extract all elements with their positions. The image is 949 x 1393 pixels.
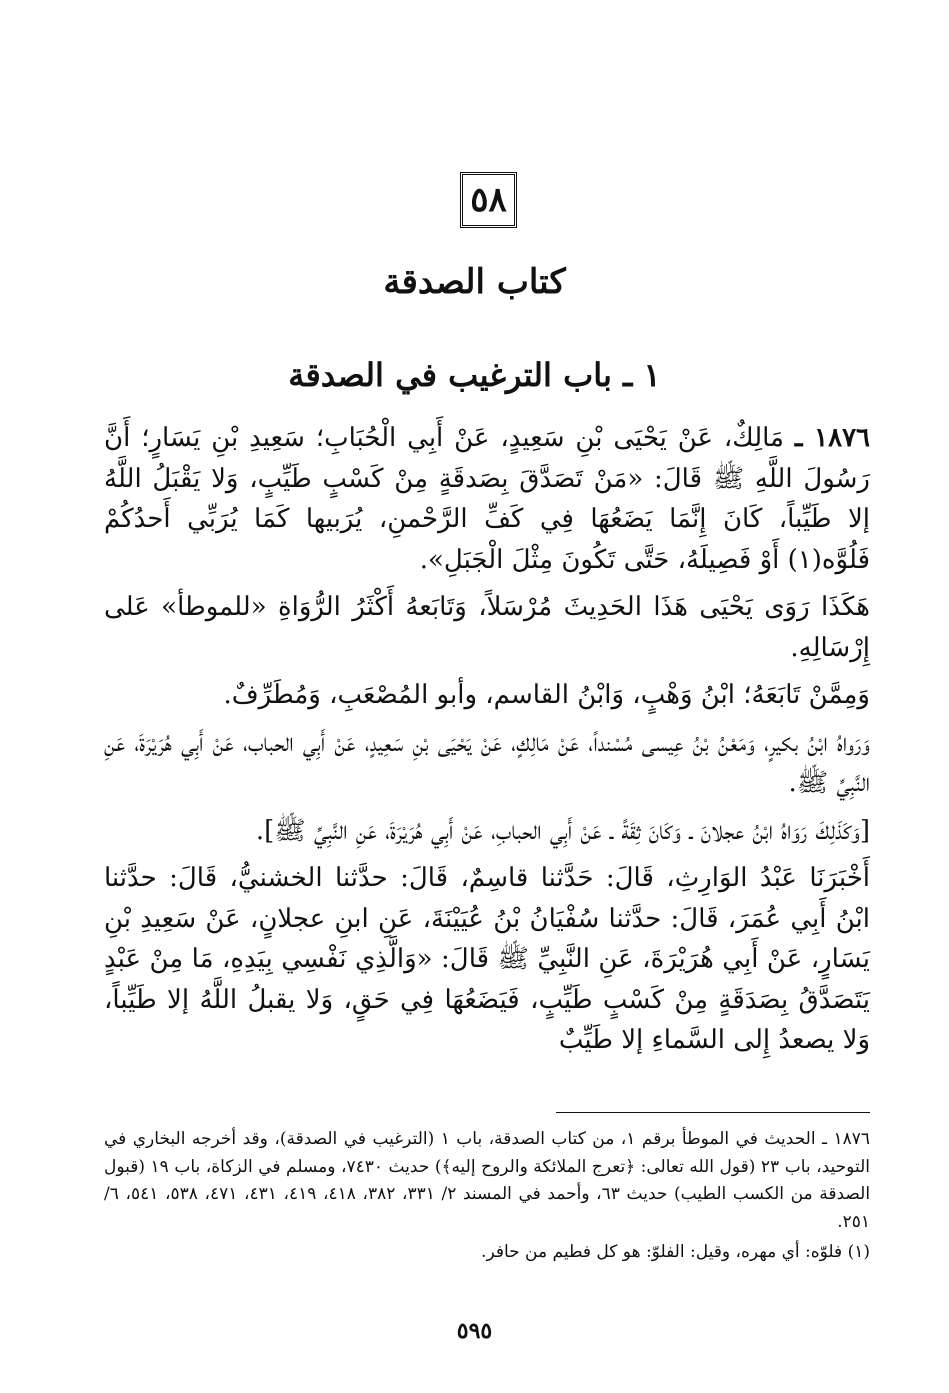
book-title: كتاب الصدقة xyxy=(383,262,566,302)
footnote: (١) فلوّه: أي مهره، وقيل: الفلوّ: هو كل فطيم من حافر. xyxy=(481,1242,870,1262)
chapter-number: ٥٨ xyxy=(470,180,507,220)
paragraph xyxy=(104,675,870,716)
paragraph xyxy=(104,723,870,804)
main-text xyxy=(104,418,870,1068)
hadith-number: ١٨٧٦ ـ xyxy=(794,423,870,453)
footnotes xyxy=(104,1126,870,1270)
paragraph-text: وَمِمَّنْ تَابَعَهُ؛ ابْنُ وَهْبٍ، وَابْنُ القاسم، وأبو المُصْعَبِ، وَمُطَرِّفٌ. xyxy=(223,680,870,710)
paragraph xyxy=(104,418,870,580)
paragraph xyxy=(104,811,870,852)
page-number: ٥٩٥ xyxy=(456,1318,493,1344)
chapter-heading: ١ ـ باب الترغيب في الصدقة xyxy=(288,356,661,394)
paragraph-text: وَرَواهُ ابْنُ بكيرٍ، وَمَعْنُ بْنُ عِيسى مُسْنداً، عَنْ مَالِكٍ، عَنْ يَحْيَى بْنِ سَعِيدٍ، عَنْ أَبِي الحباب، عَنْ أَبِي هُرَيْرَةَ، عَنِ النَّبِيِّ ﷺ. xyxy=(104,727,870,798)
paragraph-text: [وَكَذَلِكَ رَوَاهُ ابْنُ عجلانَ ـ وَكَانَ ثِقَةً ـ عَنْ أَبِي الحبابِ، عَنْ أَبِي هُرَيْرَةَ، عَنِ النَّبِيِّ ﷺ]. xyxy=(255,815,870,846)
paragraph-text: أَخْبَرَنَا عَبْدُ الوَارِثِ، قَالَ: حَدَّثنا قاسِمٌ، قَالَ: حدَّثنا الخشنيُّ، قَالَ: حدَّثنا ابْنُ أَبِي عُمَرَ، قَالَ: حدَّثنا سُفْيَانُ بْنُ عُيَيْنَةَ، عَنِ ابنِ عجلانٍ، عَنْ سَعِيدِ بْنِ يَسَارٍ، عَنْ أَبِي هُرَيْرَةَ، عَنِ النَّبِيِّ ﷺ قَالَ: «وَالَّذِي نَفْسِي بِيَدِهِ، مَا مِنْ عَبْدٍ يَتَصَدَّقُ بِصَدَقَةٍ مِنْ كَسْبٍ طَيِّبٍ، فَيَضَعُهَا فِي حَقٍ، وَلا يقبلُ اللَّهُ إلا طَيِّباً، وَلا يصعدُ إِلى السَّماءِ إلا طَيِّبٌ xyxy=(104,863,870,1055)
paragraph xyxy=(104,858,870,1061)
chapter-number-box xyxy=(460,172,517,228)
footnote-divider xyxy=(556,1112,870,1113)
paragraph-text: هَكَذَا رَوَى يَحْيَى هَذَا الحَدِيثَ مُرْسَلاً، وَتَابَعهُ أَكْثَرُ الرُّوَاةِ «للموطأ» عَلى إِرْسَالِهِ. xyxy=(104,592,870,663)
footnote: ١٨٧٦ ـ الحديث في الموطأ برقم ١، من كتاب الصدقة، باب ١ (الترغيب في الصدقة)، وقد أخرجه البخاري في التوحيد، باب ٢٣ (قول الله تعالى: ﴿تعرج الملائكة والروح إليه﴾) حديث ٧٤٣٠، ومسلم في الزكاة، باب ١٩ (قبول الصدقة من الكسب الطيب) حديث ٦٣، وأحمد في المسند ٢/ ٣٣١، ٣٨٢، ٤١٨، ٤١٩، ٤٣١، ٤٧١، ٥٣٨، ٥٤١، ٦/ ٢٥١. xyxy=(104,1129,871,1232)
paragraph xyxy=(104,587,870,668)
paragraph-text: مَالِكٌ، عَنْ يَحْيَى بْنِ سَعِيدٍ، عَنْ أَبِي الْحُبَابِ؛ سَعِيدِ بْنِ يَسَارٍ؛ أَنَّ رَسُولَ اللَّهِ ﷺ قَالَ: «مَنْ تَصَدَّقَ بِصَدقَةٍ مِنْ كَسْبٍ طَيِّبٍ، وَلا يَقْبَلُ اللَّهُ إلا طَيِّباً، كَانَ إِنَّمَا يَضَعُهَا فِي كَفِّ الرَّحْمنِ، يُرَبيها كَمَا يُرَبِّي أَحدُكُمْ فَلُوَّه(١) أَوْ فَصِيلَهُ، حَتَّى تَكُونَ مِثْلَ الْجَبَلِ». xyxy=(104,423,870,575)
